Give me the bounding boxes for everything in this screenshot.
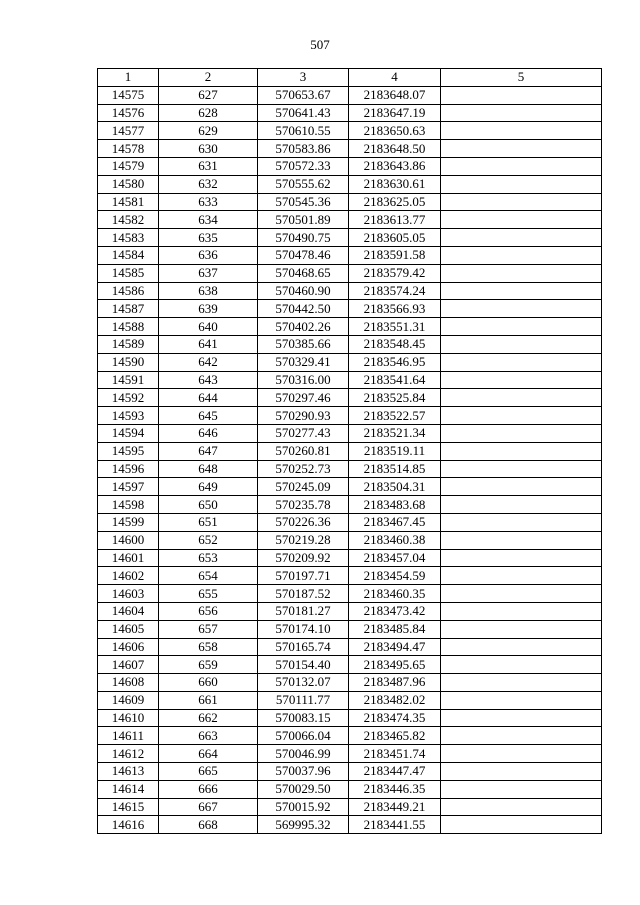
table-cell: 570641.43 xyxy=(258,104,349,122)
table-cell: 14612 xyxy=(98,745,159,763)
table-cell: 14607 xyxy=(98,656,159,674)
table-cell: 2183650.63 xyxy=(349,122,441,140)
table-row xyxy=(98,246,602,264)
table-cell: 649 xyxy=(159,478,258,496)
table-cell: 651 xyxy=(159,513,258,531)
table-cell: 2183574.24 xyxy=(349,282,441,300)
table-header-row xyxy=(98,69,602,87)
table-row xyxy=(98,335,602,353)
table-cell: 627 xyxy=(159,86,258,104)
table-cell: 570329.41 xyxy=(258,353,349,371)
table-cell: 636 xyxy=(159,246,258,264)
table-cell: 14604 xyxy=(98,602,159,620)
table-row xyxy=(98,371,602,389)
table-row xyxy=(98,353,602,371)
table-cell: 2183504.31 xyxy=(349,478,441,496)
table-cell: 2183548.45 xyxy=(349,335,441,353)
table-cell: 2183474.35 xyxy=(349,709,441,727)
table-cell: 665 xyxy=(159,763,258,781)
table-cell: 2183473.42 xyxy=(349,602,441,620)
table-cell: 14608 xyxy=(98,674,159,692)
table-cell: 2183519.11 xyxy=(349,442,441,460)
table-cell: 570015.92 xyxy=(258,798,349,816)
table-cell xyxy=(441,193,602,211)
table-cell: 652 xyxy=(159,531,258,549)
table-row xyxy=(98,300,602,318)
table-cell: 650 xyxy=(159,496,258,514)
table-cell xyxy=(441,585,602,603)
table-cell: 14581 xyxy=(98,193,159,211)
table-row xyxy=(98,602,602,620)
table-row xyxy=(98,691,602,709)
table-cell: 570235.78 xyxy=(258,496,349,514)
table-cell xyxy=(441,300,602,318)
table-row xyxy=(98,585,602,603)
table-row xyxy=(98,798,602,816)
table-cell xyxy=(441,780,602,798)
table-cell: 628 xyxy=(159,104,258,122)
table-cell: 14611 xyxy=(98,727,159,745)
table-row xyxy=(98,727,602,745)
table-cell: 14586 xyxy=(98,282,159,300)
table-cell: 2183446.35 xyxy=(349,780,441,798)
table-cell: 570197.71 xyxy=(258,567,349,585)
table-row xyxy=(98,763,602,781)
table-row xyxy=(98,567,602,585)
table-row xyxy=(98,674,602,692)
table-cell xyxy=(441,656,602,674)
table-cell: 642 xyxy=(159,353,258,371)
coordinates-table xyxy=(97,68,602,834)
table-cell: 570572.33 xyxy=(258,157,349,175)
table-cell: 2183460.38 xyxy=(349,531,441,549)
table-cell: 570316.00 xyxy=(258,371,349,389)
table-cell: 14577 xyxy=(98,122,159,140)
table-cell: 14596 xyxy=(98,460,159,478)
table-cell xyxy=(441,531,602,549)
table-cell: 570460.90 xyxy=(258,282,349,300)
column-header: 4 xyxy=(349,69,441,87)
table-cell: 14593 xyxy=(98,407,159,425)
table-cell xyxy=(441,745,602,763)
table-row xyxy=(98,122,602,140)
table-cell: 570132.07 xyxy=(258,674,349,692)
table-cell: 2183647.19 xyxy=(349,104,441,122)
table-cell: 644 xyxy=(159,389,258,407)
table-cell: 14594 xyxy=(98,424,159,442)
table-cell: 570290.93 xyxy=(258,407,349,425)
table-cell: 2183483.68 xyxy=(349,496,441,514)
table-cell: 570174.10 xyxy=(258,620,349,638)
table-cell: 661 xyxy=(159,691,258,709)
table-cell: 570046.99 xyxy=(258,745,349,763)
table-cell: 637 xyxy=(159,264,258,282)
table-cell: 2183643.86 xyxy=(349,157,441,175)
table-cell: 2183441.55 xyxy=(349,816,441,834)
table-cell: 2183449.21 xyxy=(349,798,441,816)
table-cell: 632 xyxy=(159,175,258,193)
table-row xyxy=(98,157,602,175)
table-cell: 570187.52 xyxy=(258,585,349,603)
table-cell xyxy=(441,620,602,638)
table-cell: 14582 xyxy=(98,211,159,229)
table-row xyxy=(98,460,602,478)
table-cell xyxy=(441,513,602,531)
table-cell: 570442.50 xyxy=(258,300,349,318)
table-cell: 14603 xyxy=(98,585,159,603)
table-cell: 14589 xyxy=(98,335,159,353)
table-cell xyxy=(441,460,602,478)
table-cell: 638 xyxy=(159,282,258,300)
table-cell: 14595 xyxy=(98,442,159,460)
table-cell: 570555.62 xyxy=(258,175,349,193)
table-cell: 570297.46 xyxy=(258,389,349,407)
table-cell: 2183579.42 xyxy=(349,264,441,282)
table-cell: 570252.73 xyxy=(258,460,349,478)
table-cell: 570490.75 xyxy=(258,229,349,247)
table-row xyxy=(98,318,602,336)
table-cell: 2183495.65 xyxy=(349,656,441,674)
table-cell: 641 xyxy=(159,335,258,353)
table-cell: 570209.92 xyxy=(258,549,349,567)
table-cell: 14600 xyxy=(98,531,159,549)
table-cell xyxy=(441,638,602,656)
table-cell: 662 xyxy=(159,709,258,727)
table-cell: 14613 xyxy=(98,763,159,781)
table-cell: 570478.46 xyxy=(258,246,349,264)
table-cell: 2183613.77 xyxy=(349,211,441,229)
table-row xyxy=(98,282,602,300)
table-cell: 14601 xyxy=(98,549,159,567)
table-cell xyxy=(441,246,602,264)
table-cell xyxy=(441,264,602,282)
table-cell: 2183460.35 xyxy=(349,585,441,603)
table-cell: 653 xyxy=(159,549,258,567)
table-cell: 570226.36 xyxy=(258,513,349,531)
table-cell: 2183482.02 xyxy=(349,691,441,709)
table-cell: 14575 xyxy=(98,86,159,104)
table-cell: 2183591.58 xyxy=(349,246,441,264)
table-cell: 570501.89 xyxy=(258,211,349,229)
table-cell: 570610.55 xyxy=(258,122,349,140)
table-cell xyxy=(441,122,602,140)
table-cell: 14588 xyxy=(98,318,159,336)
table-cell: 569995.32 xyxy=(258,816,349,834)
table-row xyxy=(98,442,602,460)
table-cell xyxy=(441,353,602,371)
table-cell: 14584 xyxy=(98,246,159,264)
table-cell: 14599 xyxy=(98,513,159,531)
table-cell: 570653.67 xyxy=(258,86,349,104)
table-cell: 14592 xyxy=(98,389,159,407)
table-cell: 663 xyxy=(159,727,258,745)
table-cell: 660 xyxy=(159,674,258,692)
table-cell: 2183494.47 xyxy=(349,638,441,656)
table-row xyxy=(98,816,602,834)
table-cell: 2183457.04 xyxy=(349,549,441,567)
table-cell: 14590 xyxy=(98,353,159,371)
table-cell: 2183522.57 xyxy=(349,407,441,425)
table-row xyxy=(98,549,602,567)
table-cell: 640 xyxy=(159,318,258,336)
table-cell xyxy=(441,727,602,745)
table-cell: 658 xyxy=(159,638,258,656)
table-cell xyxy=(441,816,602,834)
table-row xyxy=(98,531,602,549)
table-cell: 570402.26 xyxy=(258,318,349,336)
table-cell: 2183521.34 xyxy=(349,424,441,442)
table-cell: 664 xyxy=(159,745,258,763)
table-row xyxy=(98,193,602,211)
table-cell: 570165.74 xyxy=(258,638,349,656)
table-cell: 14616 xyxy=(98,816,159,834)
table-cell xyxy=(441,211,602,229)
table-cell: 643 xyxy=(159,371,258,389)
table-cell: 570277.43 xyxy=(258,424,349,442)
table-cell: 14614 xyxy=(98,780,159,798)
column-header: 2 xyxy=(159,69,258,87)
table-cell: 570029.50 xyxy=(258,780,349,798)
table-cell xyxy=(441,175,602,193)
table-cell: 14606 xyxy=(98,638,159,656)
table-cell: 2183625.05 xyxy=(349,193,441,211)
table-cell xyxy=(441,674,602,692)
table-cell: 14585 xyxy=(98,264,159,282)
table-cell: 667 xyxy=(159,798,258,816)
table-cell: 639 xyxy=(159,300,258,318)
table-cell xyxy=(441,157,602,175)
table-row xyxy=(98,86,602,104)
table-cell: 14597 xyxy=(98,478,159,496)
table-cell xyxy=(441,140,602,158)
table-cell: 633 xyxy=(159,193,258,211)
table-row xyxy=(98,104,602,122)
table-row xyxy=(98,264,602,282)
table-cell xyxy=(441,478,602,496)
table-cell xyxy=(441,763,602,781)
table-cell: 14576 xyxy=(98,104,159,122)
column-header: 1 xyxy=(98,69,159,87)
table-cell xyxy=(441,335,602,353)
table-row xyxy=(98,478,602,496)
table-cell: 14578 xyxy=(98,140,159,158)
table-cell: 634 xyxy=(159,211,258,229)
table-cell: 570181.27 xyxy=(258,602,349,620)
table-cell xyxy=(441,549,602,567)
table-row xyxy=(98,745,602,763)
table-cell: 654 xyxy=(159,567,258,585)
table-cell: 655 xyxy=(159,585,258,603)
table-cell: 2183454.59 xyxy=(349,567,441,585)
table-cell: 2183485.84 xyxy=(349,620,441,638)
table-cell xyxy=(441,567,602,585)
table-row xyxy=(98,620,602,638)
table-cell: 570219.28 xyxy=(258,531,349,549)
table-cell: 645 xyxy=(159,407,258,425)
table-cell: 668 xyxy=(159,816,258,834)
table-cell xyxy=(441,424,602,442)
table-cell xyxy=(441,798,602,816)
table-cell: 14615 xyxy=(98,798,159,816)
table-row xyxy=(98,389,602,407)
table-row xyxy=(98,140,602,158)
table-cell: 570154.40 xyxy=(258,656,349,674)
table-row xyxy=(98,709,602,727)
table-row xyxy=(98,656,602,674)
table-row xyxy=(98,175,602,193)
table-cell: 2183541.64 xyxy=(349,371,441,389)
table-row xyxy=(98,496,602,514)
table-cell: 630 xyxy=(159,140,258,158)
table-cell: 570066.04 xyxy=(258,727,349,745)
table-cell: 631 xyxy=(159,157,258,175)
table-cell: 2183447.47 xyxy=(349,763,441,781)
table-cell: 14609 xyxy=(98,691,159,709)
table-cell: 646 xyxy=(159,424,258,442)
table-row xyxy=(98,229,602,247)
page-number: 507 xyxy=(310,37,330,52)
table-cell: 657 xyxy=(159,620,258,638)
table-row xyxy=(98,407,602,425)
table-cell xyxy=(441,442,602,460)
table-cell: 2183465.82 xyxy=(349,727,441,745)
table-row xyxy=(98,513,602,531)
table-cell xyxy=(441,371,602,389)
table-cell: 570083.15 xyxy=(258,709,349,727)
table-cell: 2183467.45 xyxy=(349,513,441,531)
table-cell: 647 xyxy=(159,442,258,460)
table-cell xyxy=(441,602,602,620)
table-cell xyxy=(441,709,602,727)
table-cell: 2183514.85 xyxy=(349,460,441,478)
table-cell: 2183648.50 xyxy=(349,140,441,158)
table-cell: 570583.86 xyxy=(258,140,349,158)
table-row xyxy=(98,211,602,229)
column-header: 5 xyxy=(441,69,602,87)
table-row xyxy=(98,424,602,442)
table-cell: 14583 xyxy=(98,229,159,247)
table-cell: 570245.09 xyxy=(258,478,349,496)
table-cell: 2183648.07 xyxy=(349,86,441,104)
table-cell xyxy=(441,389,602,407)
table-row xyxy=(98,780,602,798)
table-cell xyxy=(441,86,602,104)
table-cell: 2183630.61 xyxy=(349,175,441,193)
table-cell: 570260.81 xyxy=(258,442,349,460)
table-cell: 14579 xyxy=(98,157,159,175)
table-cell xyxy=(441,104,602,122)
table-cell xyxy=(441,407,602,425)
table-cell: 2183546.95 xyxy=(349,353,441,371)
table-cell: 570037.96 xyxy=(258,763,349,781)
table-cell: 2183487.96 xyxy=(349,674,441,692)
table-cell: 14591 xyxy=(98,371,159,389)
table-cell xyxy=(441,318,602,336)
table-cell: 14610 xyxy=(98,709,159,727)
table-cell xyxy=(441,496,602,514)
table-cell: 14598 xyxy=(98,496,159,514)
table-cell: 14605 xyxy=(98,620,159,638)
table-cell xyxy=(441,691,602,709)
table-cell: 14587 xyxy=(98,300,159,318)
table-cell: 2183566.93 xyxy=(349,300,441,318)
table-cell xyxy=(441,282,602,300)
table-cell: 2183551.31 xyxy=(349,318,441,336)
table-cell: 2183525.84 xyxy=(349,389,441,407)
table-cell: 2183451.74 xyxy=(349,745,441,763)
table-cell: 570111.77 xyxy=(258,691,349,709)
table-cell: 570545.36 xyxy=(258,193,349,211)
table-cell: 659 xyxy=(159,656,258,674)
table-cell: 14602 xyxy=(98,567,159,585)
table-cell: 666 xyxy=(159,780,258,798)
table-row xyxy=(98,638,602,656)
table-cell: 14580 xyxy=(98,175,159,193)
table-cell: 2183605.05 xyxy=(349,229,441,247)
table-cell: 629 xyxy=(159,122,258,140)
table-cell: 570468.65 xyxy=(258,264,349,282)
table-body xyxy=(98,86,602,833)
table-cell: 656 xyxy=(159,602,258,620)
table-cell xyxy=(441,229,602,247)
table-cell: 635 xyxy=(159,229,258,247)
table-cell: 570385.66 xyxy=(258,335,349,353)
table-cell: 648 xyxy=(159,460,258,478)
column-header: 3 xyxy=(258,69,349,87)
